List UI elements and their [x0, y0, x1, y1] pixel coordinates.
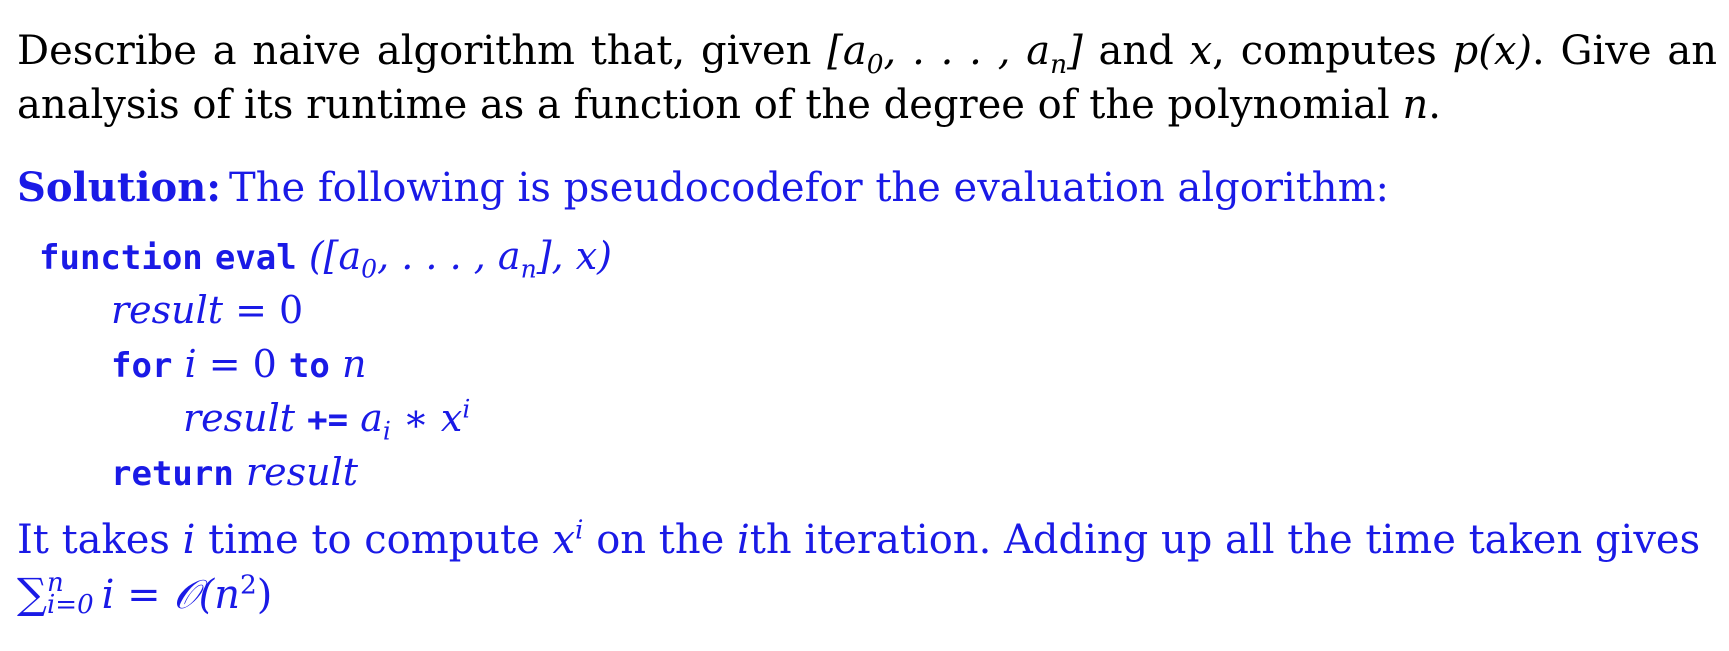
summation-symbol: ∑ — [17, 569, 47, 618]
keyword-to: to — [288, 346, 330, 386]
solution-label: Solution: — [17, 164, 222, 211]
term-sub-i: i — [382, 416, 391, 446]
summation-var: i — [101, 572, 115, 618]
math-i: i — [182, 517, 196, 563]
var-n: n — [329, 342, 367, 386]
question-text: . — [1428, 82, 1441, 128]
code-line-accumulate — [39, 391, 1717, 445]
solution-heading — [17, 161, 1717, 215]
term-sup-i: i — [462, 394, 471, 424]
var-result: result — [183, 396, 296, 440]
var-i: i — [172, 342, 197, 386]
keyword-for: for — [111, 346, 173, 386]
sig-dots: , . . . , a — [377, 234, 521, 278]
sig-sub-zero: 0 — [361, 254, 378, 284]
for-init: = 0 — [196, 342, 289, 386]
question-text: , computes — [1212, 28, 1453, 74]
array-open: [a — [827, 28, 867, 74]
subscript-n: n — [1050, 49, 1068, 80]
solution-intro: The following is pseudocodefor the evaluation algorithm: — [229, 165, 1389, 211]
conclusion-text: on the — [583, 517, 737, 563]
math-x: x — [552, 517, 576, 563]
math-n: n — [1402, 82, 1429, 128]
question-paragraph — [17, 24, 1717, 132]
code-line-for — [39, 337, 1717, 391]
term-a: a — [360, 396, 383, 440]
init-value: = 0 — [223, 288, 304, 332]
keyword-return: return — [111, 454, 234, 494]
big-o-exponent: 2 — [239, 569, 257, 601]
array-dots: , . . . , a — [883, 28, 1051, 74]
conclusion-text: th iteration. Adding up all the time taken gives — [749, 517, 1701, 563]
array-close: ] — [1067, 28, 1083, 74]
keyword-plus-equals: += — [307, 400, 349, 440]
big-o: 𝒪(n — [173, 572, 240, 618]
keyword-eval: eval — [214, 238, 297, 278]
question-text: Describe a naive algorithm that, given — [17, 28, 828, 74]
math-p-of-x: p(x) — [1452, 28, 1532, 74]
pseudocode-block — [39, 229, 1717, 499]
sig-close: ], x) — [536, 234, 612, 278]
summation-lower: i=0 — [46, 590, 94, 620]
term-times-x: ∗ x — [390, 396, 463, 440]
term-expression — [360, 394, 471, 446]
math-x-power-i — [552, 514, 584, 563]
summation-limits — [46, 568, 94, 620]
code-line-init — [39, 283, 1717, 337]
code-line-return — [39, 445, 1717, 499]
code-line-signature — [39, 229, 1717, 283]
math-x: x — [1189, 28, 1213, 74]
var-result: result — [245, 450, 358, 494]
subscript-zero: 0 — [866, 49, 884, 80]
conclusion-text: time to compute — [195, 517, 553, 563]
var-result: result — [111, 288, 224, 332]
equals-sign: = — [114, 572, 174, 618]
question-text: . Give an analysis of its runtime as a function of the degree of the polynomial — [17, 28, 1717, 128]
math-array — [827, 28, 1083, 80]
math-sup-i: i — [575, 514, 584, 546]
conclusion-text: It takes — [17, 517, 183, 563]
document-page — [17, 24, 1717, 622]
solution-conclusion — [17, 513, 1717, 622]
solution-block — [17, 161, 1717, 622]
math-i: i — [737, 517, 750, 563]
big-o-close: ) — [256, 572, 273, 618]
summation-upper: n — [46, 568, 64, 598]
question-text: and — [1082, 28, 1190, 74]
keyword-function: function — [39, 238, 203, 278]
sig-open: ([a — [296, 234, 362, 278]
sig-sub-n: n — [520, 254, 537, 284]
signature-args — [296, 234, 612, 284]
